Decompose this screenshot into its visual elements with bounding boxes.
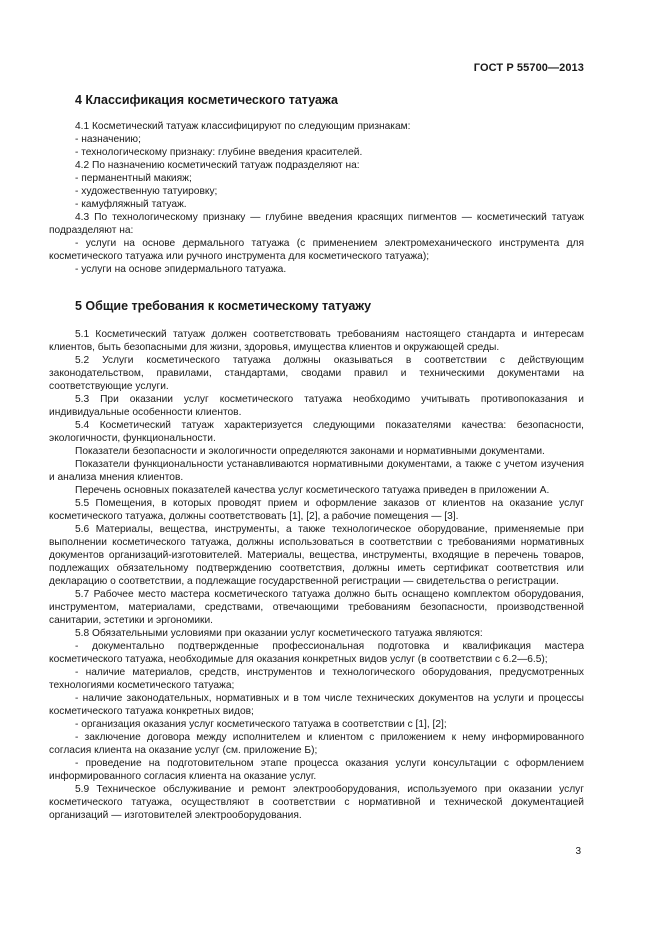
- paragraph: Показатели функциональности устанавливаются нормативными документами, а также с учетом изучения и анализа мнения клиентов.: [49, 459, 584, 483]
- paragraph: Перечень основных показателей качества услуг косметического татуажа приведен в приложении А.: [75, 485, 550, 496]
- section-5: [49, 298, 584, 822]
- list-item: - организация оказания услуг косметического татуажа в соответствии с [1], [2];: [75, 719, 447, 730]
- paragraph: 5.7 Рабочее место мастера косметического татуажа должно быть оснащено комплектом оборудования, инструментом, материалами, средствами, отвечающими требованиям безопасности, производственной санитарии, эстетики и эргономики.: [49, 589, 584, 626]
- list-item: - назначению;: [75, 134, 141, 145]
- document-body: [49, 92, 584, 822]
- document-header: ГОСТ Р 55700—2013: [473, 62, 584, 74]
- paragraph: 5.2 Услуги косметического татуажа должны оказываться в соответствии с действующим законодательством, правилами, стандартами, сводами правил и техническими документами на соответствующие услуги.: [49, 355, 584, 392]
- section-title: 5 Общие требования к косметическому татуажу: [75, 299, 372, 313]
- list-item: - услуги на основе эпидермального татуажа.: [75, 264, 287, 275]
- paragraph: 4.2 По назначению косметический татуаж подразделяют на:: [75, 160, 360, 171]
- paragraph: 5.9 Техническое обслуживание и ремонт электрооборудования, используемого при оказании услуг косметического татуажа, осуществляют в соответствии с нормативной и технической документацией организаций — изготовителей электрооборудования.: [49, 784, 584, 821]
- list-item: - проведение на подготовительном этапе процесса оказания услуги консультации с оформлением информированного согласия клиента на оказание услуг.: [49, 758, 584, 782]
- paragraph: 5.6 Материалы, вещества, инструменты, а также технологическое оборудование, применяемые при выполнении косметического татуажа, должны использоваться в соответствии с требованиями нормативных документов организаций-изготовителей. Материалы, вещества, инструменты, входящие в перечень товаров, подлежащих обязательному подтверждению соответствия, должны иметь сертификат соответствия или декларацию о соответствии, а подлежащие государственной регистрации — свидетельства о регистрации.: [49, 524, 584, 587]
- paragraph: 5.8 Обязательными условиями при оказании услуг косметического татуажа являются:: [75, 628, 483, 639]
- paragraph: 5.3 При оказании услуг косметического татуажа необходимо учитывать противопоказания и индивидуальные особенности клиентов.: [49, 394, 584, 418]
- list-item: - наличие законодательных, нормативных и в том числе технических документов на услуги и процессы косметического татуажа конкретных видов;: [49, 693, 584, 717]
- paragraph: Показатели безопасности и экологичности определяются законами и нормативными документами.: [75, 446, 545, 457]
- section-4: [49, 92, 584, 276]
- paragraph: 5.5 Помещения, в которых проводят прием и оформление заказов от клиентов на оказание услуг косметического татуажа, должны соответствовать [1], [2], а рабочие помещения — [3].: [49, 498, 584, 522]
- list-item: - камуфляжный татуаж.: [75, 199, 187, 210]
- section-title: 4 Классификация косметического татуажа: [75, 93, 338, 107]
- paragraph: 5.1 Косметический татуаж должен соответствовать требованиям настоящего стандарта и интересам клиентов, быть безопасными для жизни, здоровья, имущества клиентов и окружающей среды.: [49, 329, 584, 353]
- paragraph: 4.3 По технологическому признаку — глубине введения красящих пигментов — косметический татуаж подразделяют на:: [49, 212, 584, 236]
- list-item: - услуги на основе дермального татуажа (с применением электромеханического инструмента для косметического татуажа или ручного инструмента для косметического татуажа);: [49, 238, 584, 262]
- list-item: - художественную татуировку;: [75, 186, 218, 197]
- list-item: - документально подтвержденные профессиональная подготовка и квалификация мастера косметического татуажа, необходимые для оказания конкретных видов услуг (в соответствии с 6.2—6.5);: [49, 641, 584, 665]
- paragraph: 4.1 Косметический татуаж классифицируют по следующим признакам:: [75, 121, 411, 132]
- list-item: - перманентный макияж;: [75, 173, 192, 184]
- list-item: - технологическому признаку: глубине введения красителей.: [75, 147, 363, 158]
- page-number: 3: [575, 846, 581, 857]
- paragraph: 5.4 Косметический татуаж характеризуется следующими показателями качества: безопасности, экологичности, функциональности.: [49, 420, 584, 444]
- list-item: - заключение договора между исполнителем и клиентом с приложением к нему информированного согласия клиента на оказание услуг (см. приложение Б);: [49, 732, 584, 756]
- list-item: - наличие материалов, средств, инструментов и технологического оборудования, предусмотренных технологиями косметического татуажа;: [49, 667, 584, 691]
